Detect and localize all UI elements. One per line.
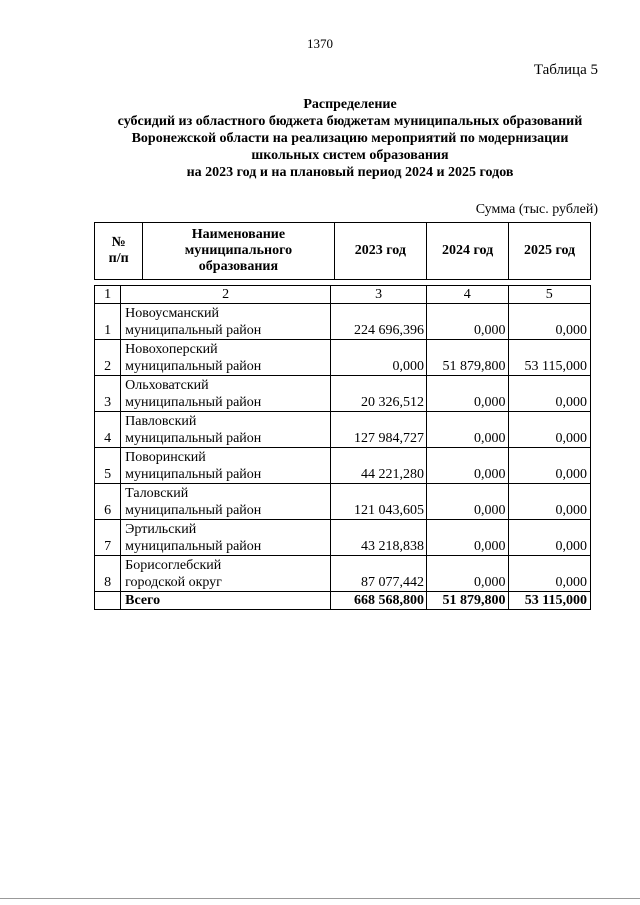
- page-number: 1370: [307, 36, 333, 51]
- value-2023: 121 043,605: [331, 484, 427, 520]
- table-label: Таблица 5: [533, 62, 598, 78]
- name-line-2: муниципальный район: [125, 395, 262, 410]
- row-number: 2: [95, 340, 121, 376]
- value-2023: 44 221,280: [331, 448, 427, 484]
- document-title: [60, 96, 640, 181]
- table-row: [95, 376, 591, 412]
- name-line-1: Таловский: [125, 486, 189, 501]
- name-line-1: Эртильский: [125, 522, 197, 537]
- header-number: [95, 223, 143, 280]
- row-number: 6: [95, 484, 121, 520]
- municipality-name: [121, 340, 331, 376]
- table-row: [95, 484, 591, 520]
- table-row: [95, 412, 591, 448]
- name-line-1: Павловский: [125, 414, 197, 429]
- header-name: [143, 223, 334, 280]
- value-2024: 0,000: [427, 304, 508, 340]
- table-row: [95, 304, 591, 340]
- column-number-3: 3: [331, 286, 427, 304]
- total-2023: 668 568,800: [331, 592, 427, 610]
- value-2023: 127 984,727: [331, 412, 427, 448]
- table-row: [95, 556, 591, 592]
- value-2024: 0,000: [427, 556, 508, 592]
- municipality-name: [121, 520, 331, 556]
- municipality-name: [121, 556, 331, 592]
- name-line-1: Новоусманский: [125, 306, 219, 321]
- name-line-1: Ольховатский: [125, 378, 209, 393]
- column-number-row: [95, 286, 591, 304]
- value-2023: 224 696,396: [331, 304, 427, 340]
- header-number-line-1: №: [111, 235, 126, 250]
- name-line-2: муниципальный район: [125, 323, 262, 338]
- table-row: [95, 520, 591, 556]
- name-line-1: Борисоглебский: [125, 558, 222, 573]
- title-line-1: Распределение: [303, 97, 397, 112]
- row-number: 3: [95, 376, 121, 412]
- header-2024: 2024 год: [427, 223, 509, 280]
- column-number-2: 2: [121, 286, 331, 304]
- total-2025: 53 115,000: [508, 592, 591, 610]
- value-2024: 0,000: [427, 376, 508, 412]
- name-line-1: Поворинский: [125, 450, 206, 465]
- value-2024: 0,000: [427, 448, 508, 484]
- municipality-name: [121, 412, 331, 448]
- value-2024: 0,000: [427, 484, 508, 520]
- header-number-line-2: п/п: [108, 251, 129, 266]
- total-label: Всего: [121, 592, 331, 610]
- name-line-2: муниципальный район: [125, 539, 262, 554]
- value-2025: 53 115,000: [508, 340, 591, 376]
- municipality-name: [121, 484, 331, 520]
- value-2025: 0,000: [508, 484, 591, 520]
- name-line-2: муниципальный район: [125, 359, 262, 374]
- total-empty-cell: [95, 592, 121, 610]
- header-2023: 2023 год: [334, 223, 427, 280]
- title-line-4: школьных систем образования: [251, 148, 449, 163]
- value-2024: 0,000: [427, 520, 508, 556]
- header-2025: 2025 год: [509, 223, 591, 280]
- name-line-2: муниципальный район: [125, 503, 262, 518]
- value-2024: 0,000: [427, 412, 508, 448]
- table-row: [95, 340, 591, 376]
- total-row: [95, 592, 591, 610]
- row-number: 5: [95, 448, 121, 484]
- municipality-name: [121, 376, 331, 412]
- row-number: 1: [95, 304, 121, 340]
- value-2023: 43 218,838: [331, 520, 427, 556]
- value-2025: 0,000: [508, 376, 591, 412]
- table-row: [95, 448, 591, 484]
- name-line-2: муниципальный район: [125, 431, 262, 446]
- name-line-2: муниципальный район: [125, 467, 262, 482]
- total-2024: 51 879,800: [427, 592, 508, 610]
- value-2025: 0,000: [508, 520, 591, 556]
- row-number: 4: [95, 412, 121, 448]
- value-2024: 51 879,800: [427, 340, 508, 376]
- title-line-2: субсидий из областного бюджета бюджетам муниципальных образований: [117, 114, 583, 129]
- value-2025: 0,000: [508, 304, 591, 340]
- name-line-1: Новохоперский: [125, 342, 218, 357]
- data-table: [94, 285, 591, 610]
- table-header: [94, 222, 591, 280]
- title-line-3: Воронежской области на реализацию мероприятий по модернизации: [131, 131, 569, 146]
- header-name-line-2: муниципального: [184, 243, 293, 258]
- row-number: 8: [95, 556, 121, 592]
- value-2025: 0,000: [508, 448, 591, 484]
- value-2023: 87 077,442: [331, 556, 427, 592]
- name-line-2: городской округ: [125, 575, 222, 590]
- value-2023: 0,000: [331, 340, 427, 376]
- municipality-name: [121, 304, 331, 340]
- column-number-4: 4: [427, 286, 508, 304]
- page-bottom-rule: [0, 898, 640, 899]
- value-2025: 0,000: [508, 412, 591, 448]
- value-2023: 20 326,512: [331, 376, 427, 412]
- column-number-1: 1: [95, 286, 121, 304]
- column-number-5: 5: [508, 286, 591, 304]
- header-name-line-1: Наименование: [191, 227, 286, 242]
- header-name-line-3: образования: [198, 259, 279, 274]
- units-label: Сумма (тыс. рублей): [475, 202, 598, 217]
- value-2025: 0,000: [508, 556, 591, 592]
- title-line-5: на 2023 год и на плановый период 2024 и 2025 годов: [186, 165, 514, 180]
- municipality-name: [121, 448, 331, 484]
- row-number: 7: [95, 520, 121, 556]
